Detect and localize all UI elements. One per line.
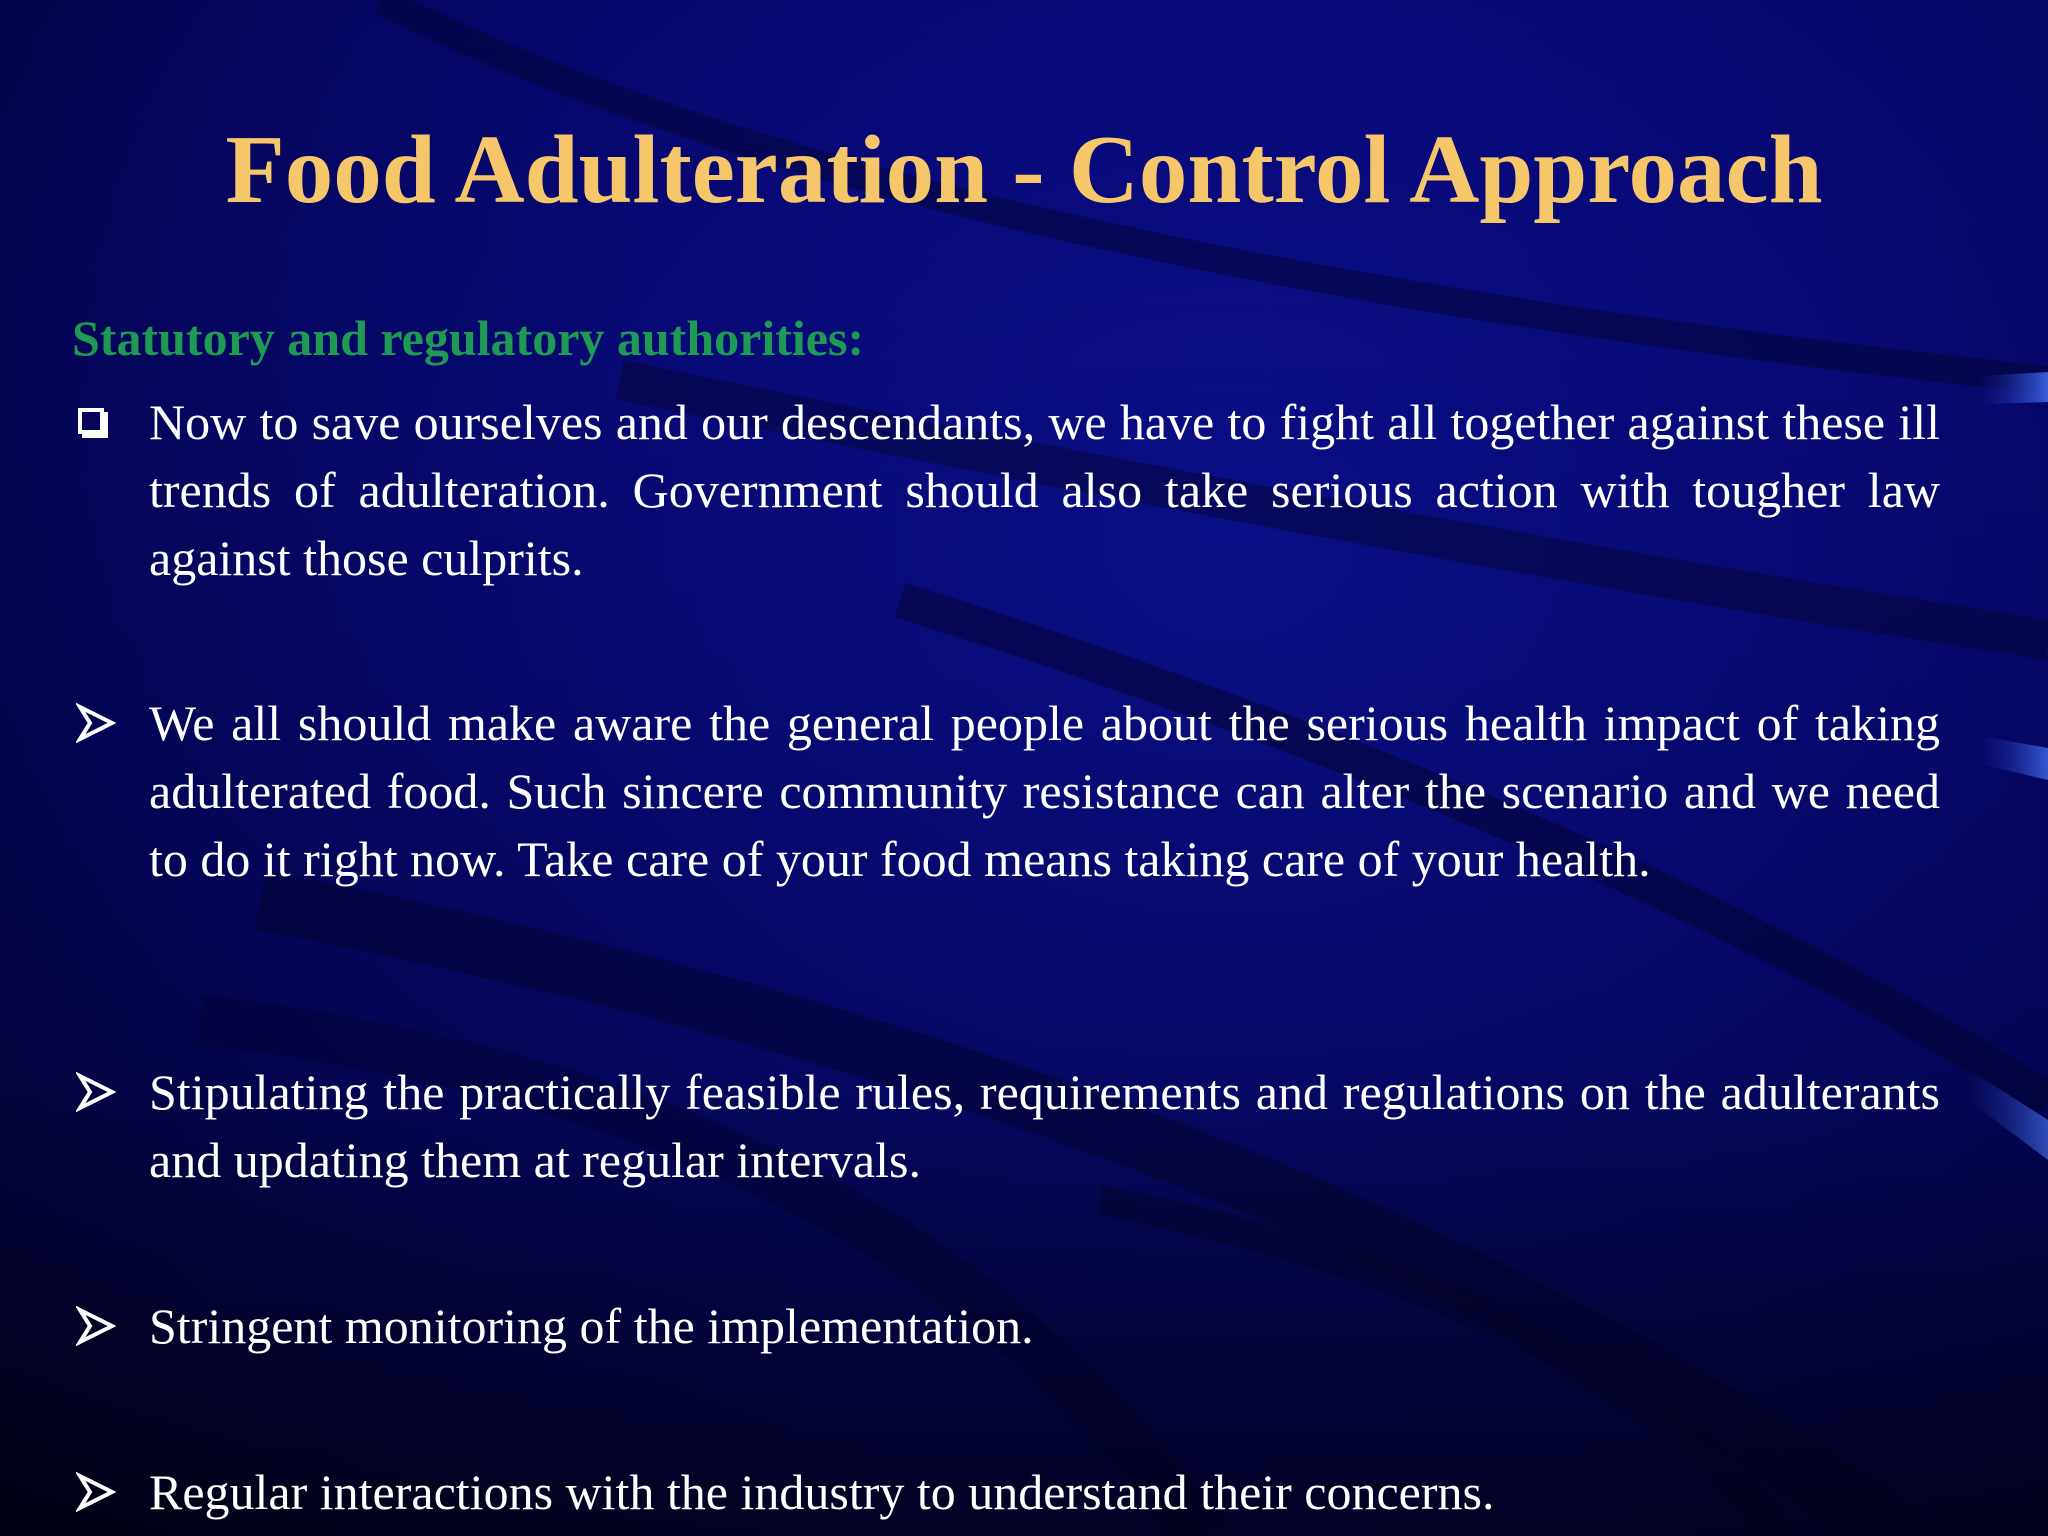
bullet-item xyxy=(72,689,1940,893)
slide-title: Food Adulteration - Control Approach xyxy=(225,116,1823,223)
bullet-text: Regular interactions with the industry to understand their concerns. xyxy=(149,1464,1495,1520)
checkbox-icon xyxy=(72,388,132,456)
bullet-text: Stipulating the practically feasible rules, requirements and regulations on the adulterants and updating them at regular intervals. xyxy=(149,1064,1940,1188)
bullet-text: Now to save ourselves and our descendants, we have to fight all together against these ill trends of adulteration. Government should also take serious action with tougher law against those culprits. xyxy=(149,394,1940,586)
arrow-icon xyxy=(72,1458,132,1526)
bullet-text: We all should make aware the general people about the serious health impact of taking adulterated food. Such sincere community resistance can alter the scenario and we need to do it right now. Take care of your food means taking care of your health. xyxy=(149,695,1940,887)
arrow-icon xyxy=(72,1292,132,1360)
bullet-text: Stringent monitoring of the implementation. xyxy=(149,1298,1034,1354)
bullet-item xyxy=(72,388,1940,592)
bullet-item xyxy=(72,1058,1940,1194)
bullet-item xyxy=(72,1458,1940,1526)
arrow-icon xyxy=(72,1058,132,1126)
bullet-item xyxy=(72,1292,1940,1360)
section-heading: Statutory and regulatory authorities: xyxy=(72,310,865,366)
arrow-icon xyxy=(72,689,132,757)
